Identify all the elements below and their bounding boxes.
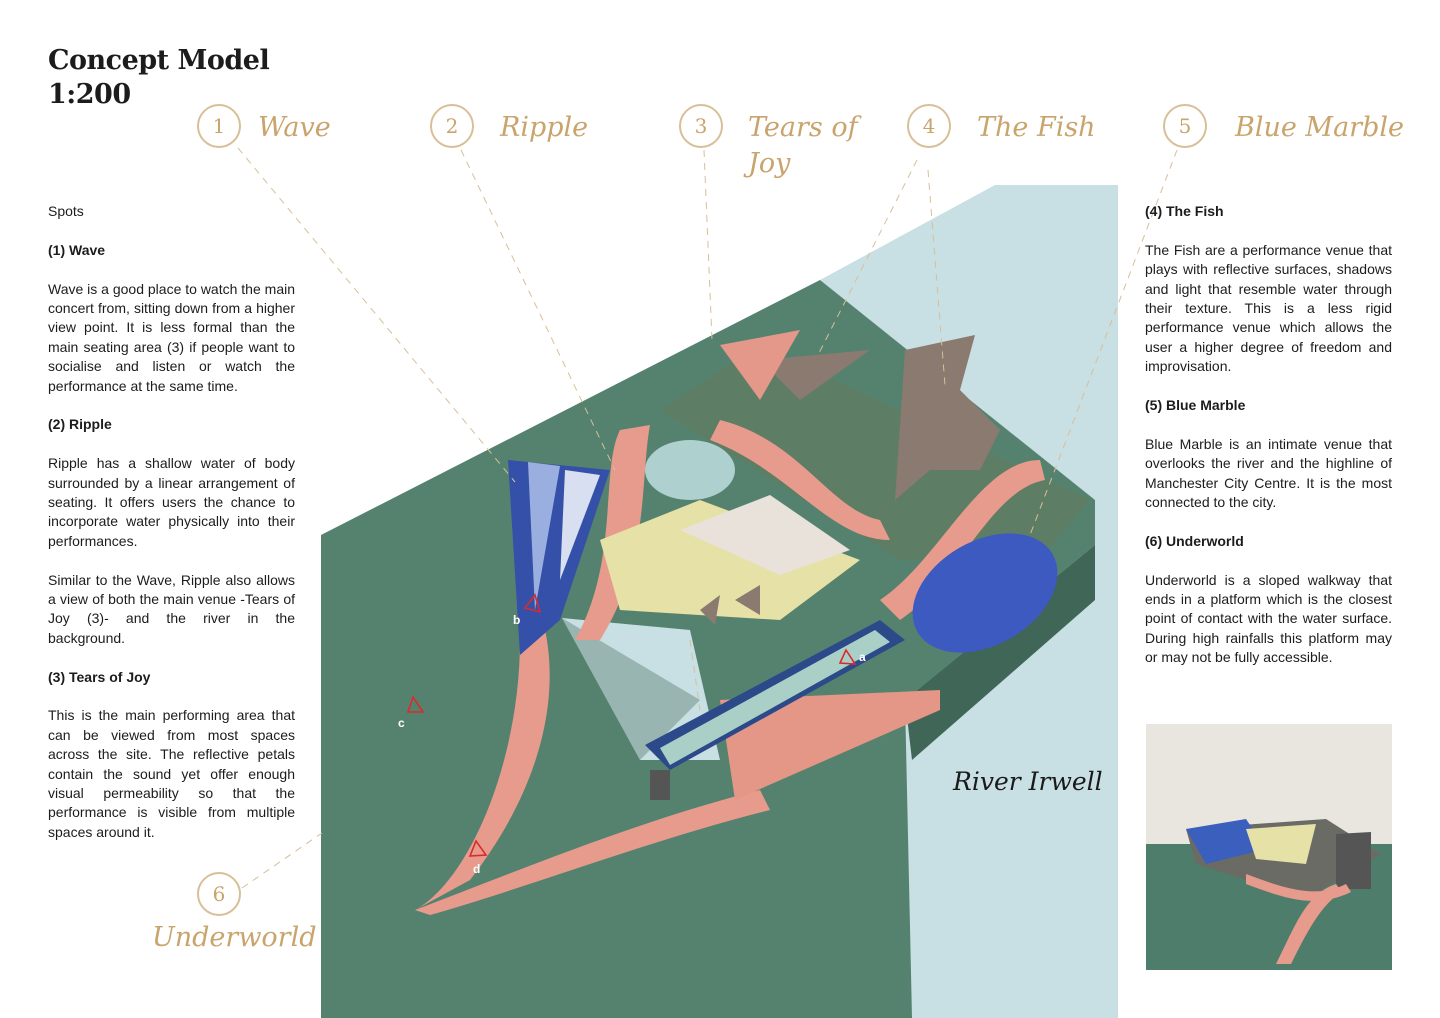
label-3-circle: 3 (679, 104, 723, 148)
label-the-fish: The Fish (977, 112, 1096, 143)
ripple-text-2: Similar to the Wave, Ripple also allows a view of both the main venue -Tears of Joy (3)- and the river in the background. (48, 571, 295, 646)
marker-b: b (513, 613, 521, 627)
label-tears-of-joy: Tears of Joy (748, 112, 858, 179)
fish-text: The Fish are a performance venue that plays with reflective surfaces, shadows and light that resemble water through their texture. This is a less rigid performance venue which allows the user a higher degree of freedom and improvisation. (1145, 241, 1392, 375)
label-6-circle: 6 (197, 872, 241, 916)
marker-d: d (473, 862, 481, 876)
tears-text: This is the main performing area that can be viewed from most spaces across the site. The reflective petals contain the sound yet offer enough visual permeability so that the performance is visible from multiple spaces around it. (48, 707, 295, 840)
intro-text: Spots (48, 203, 84, 219)
ripple-pool (645, 440, 735, 500)
label-wave: Wave (258, 112, 331, 143)
river-label: River Irwell (953, 767, 1103, 796)
label-4-circle: 4 (907, 104, 951, 148)
label-ripple: Ripple (500, 112, 589, 143)
marker-a: a (859, 650, 866, 664)
title-line-1: Concept Model (48, 45, 270, 76)
ripple-heading: (2) Ripple (48, 416, 112, 433)
label-blue-marble: Blue Marble (1235, 112, 1404, 143)
underworld-heading: (6) Underworld (1145, 532, 1244, 549)
tears-heading: (3) Tears of Joy (48, 668, 151, 685)
underworld-text: Underworld is a sloped walkway that ends in a platform which is the closest point of contact with the water surface. During high rainfalls this platform may or may not be fully accessible. (1145, 571, 1392, 666)
wave-text: Wave is a good place to watch the main concert from, sitting down from a higher view point. It is less formal than the main seating area (3) if people want to socialise and listen or watch the performance at the same time. (48, 280, 295, 394)
label-1-circle: 1 (197, 104, 241, 148)
fish-heading: (4) The Fish (1145, 203, 1224, 219)
marble-text: Blue Marble is an intimate venue that overlooks the river and the highline of Manchester City Centre. It is the most connected to the city. (1145, 435, 1392, 511)
title-line-2: 1:200 (48, 79, 131, 110)
label-5-circle: 5 (1163, 104, 1207, 148)
marker-c: c (398, 716, 405, 730)
wave-heading: (1) Wave (48, 241, 106, 258)
model-photo (1146, 724, 1392, 970)
marble-heading: (5) Blue Marble (1145, 397, 1246, 414)
ripple-text-1: Ripple has a shallow water of body surrounded by a linear arrangement of seating. It offers users the chance to incorporate water physically into their performances. (48, 455, 295, 549)
left-text-column (48, 202, 295, 862)
label-underworld: Underworld (152, 922, 317, 953)
right-text-column (1145, 202, 1392, 687)
label-2-circle: 2 (430, 104, 474, 148)
